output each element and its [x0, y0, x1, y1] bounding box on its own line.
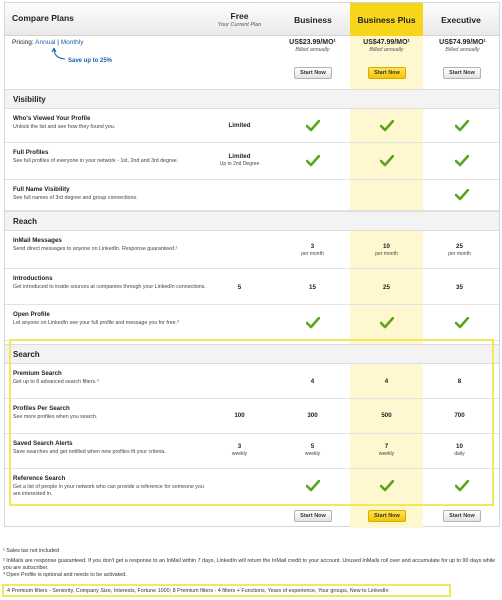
check-icon	[380, 317, 394, 329]
row-open-profile: Open Profile Let anyone on LinkedIn see your full profile and message you for free.³	[5, 305, 499, 341]
monthly-link[interactable]: Monthly	[60, 39, 84, 46]
check-icon	[306, 155, 320, 167]
save-note: Save up to 25%	[68, 58, 113, 64]
check-icon	[455, 120, 469, 132]
section-reach: Reach	[5, 211, 499, 231]
executive-price: US$74.99/MO¹ Billed annually	[439, 39, 486, 53]
row-inmail: InMail Messages Send direct messages to anyone on LinkedIn. Response guaranteed.² 3 per month 10 per month 25 per month	[5, 231, 499, 269]
row-full-profiles: Full Profiles See full profiles of everyone in your network - 1st, 2nd and 3rd degree. Limited Up to 2nd Degree	[5, 143, 499, 180]
plan-executive-header: Executive	[441, 14, 481, 25]
executive-start-now-button-bottom[interactable]: Start Now	[443, 510, 481, 522]
row-profiles-per-search: Profiles Per Search See more profiles when you search. 100 300 500 700	[5, 399, 499, 434]
business-plus-start-now-button-bottom[interactable]: Start Now	[368, 510, 406, 522]
business-plus-price: US$47.99/MO¹ Billed annually	[363, 39, 410, 53]
business-start-now-button-bottom[interactable]: Start Now	[294, 510, 332, 522]
row-introductions: Introductions Get introduced to inside sources at companies through your LinkedIn connections. 5 15 25 35	[5, 269, 499, 305]
check-icon	[380, 155, 394, 167]
business-price: US$23.99/MO¹ Billed annually	[289, 39, 336, 53]
check-icon	[455, 189, 469, 201]
footnote-1: ¹ Sales tax not included	[3, 548, 60, 554]
section-search: Search	[5, 344, 499, 364]
plan-business-plus-header: Business Plus	[350, 3, 423, 36]
row-saved-search-alerts: Saved Search Alerts Save searches and get notified when new profiles fit your criteria. 3 weekly 5 weekly 7 weekly 10 daily	[5, 434, 499, 469]
row-who-viewed: Who's Viewed Your Profile Unlock the list and see how they found you. Limited	[5, 109, 499, 143]
curved-arrow-icon	[51, 48, 69, 62]
business-plus-start-now-button[interactable]: Start Now	[368, 67, 406, 79]
pricing-toggle: Pricing: Annual | Monthly	[12, 39, 84, 46]
row-premium-search: Premium Search Get up to 8 advanced search filters.⁴ 4 4 8	[5, 364, 499, 399]
check-icon	[455, 155, 469, 167]
plan-free-header: Free Your Current Plan	[217, 11, 262, 28]
section-visibility: Visibility	[5, 89, 499, 109]
row-reference-search: Reference Search Get a list of people in your network who can provide a reference for someone you are interested in.	[13, 475, 204, 497]
search-section-highlight-box	[9, 339, 494, 506]
annual-link[interactable]: Annual	[35, 39, 56, 46]
executive-start-now-button[interactable]: Start Now	[443, 67, 481, 79]
check-icon	[306, 120, 320, 132]
row-full-name-visibility: Full Name Visibility See full names of 3rd degree and group connections.	[5, 180, 499, 211]
check-icon	[380, 120, 394, 132]
check-icon	[306, 317, 320, 329]
plans-header	[5, 3, 499, 36]
footnotes	[3, 548, 500, 579]
plan-business-header: Business	[294, 14, 332, 25]
business-start-now-button[interactable]: Start Now	[294, 67, 332, 79]
check-icon	[455, 317, 469, 329]
footnote-4: 4 Premium filters - Seniority, Company Size, Interests, Fortune 1000; 8 Premium filters - 4 filters + Functions, Years of experience, Your groups, New to LinkedIn	[2, 584, 451, 597]
footnote-3: ³ Open Profile is optional and needs to be activated.	[3, 572, 127, 578]
footnote-2: ² InMails are response guaranteed. If you don't get a response to an InMail within 7 days, LinkedIn will return the InMail credit to your account. Unused InMails roll over and accumulate for up to 90 days while you are subscriber.	[3, 558, 496, 571]
page-title: Compare Plans	[12, 13, 74, 23]
